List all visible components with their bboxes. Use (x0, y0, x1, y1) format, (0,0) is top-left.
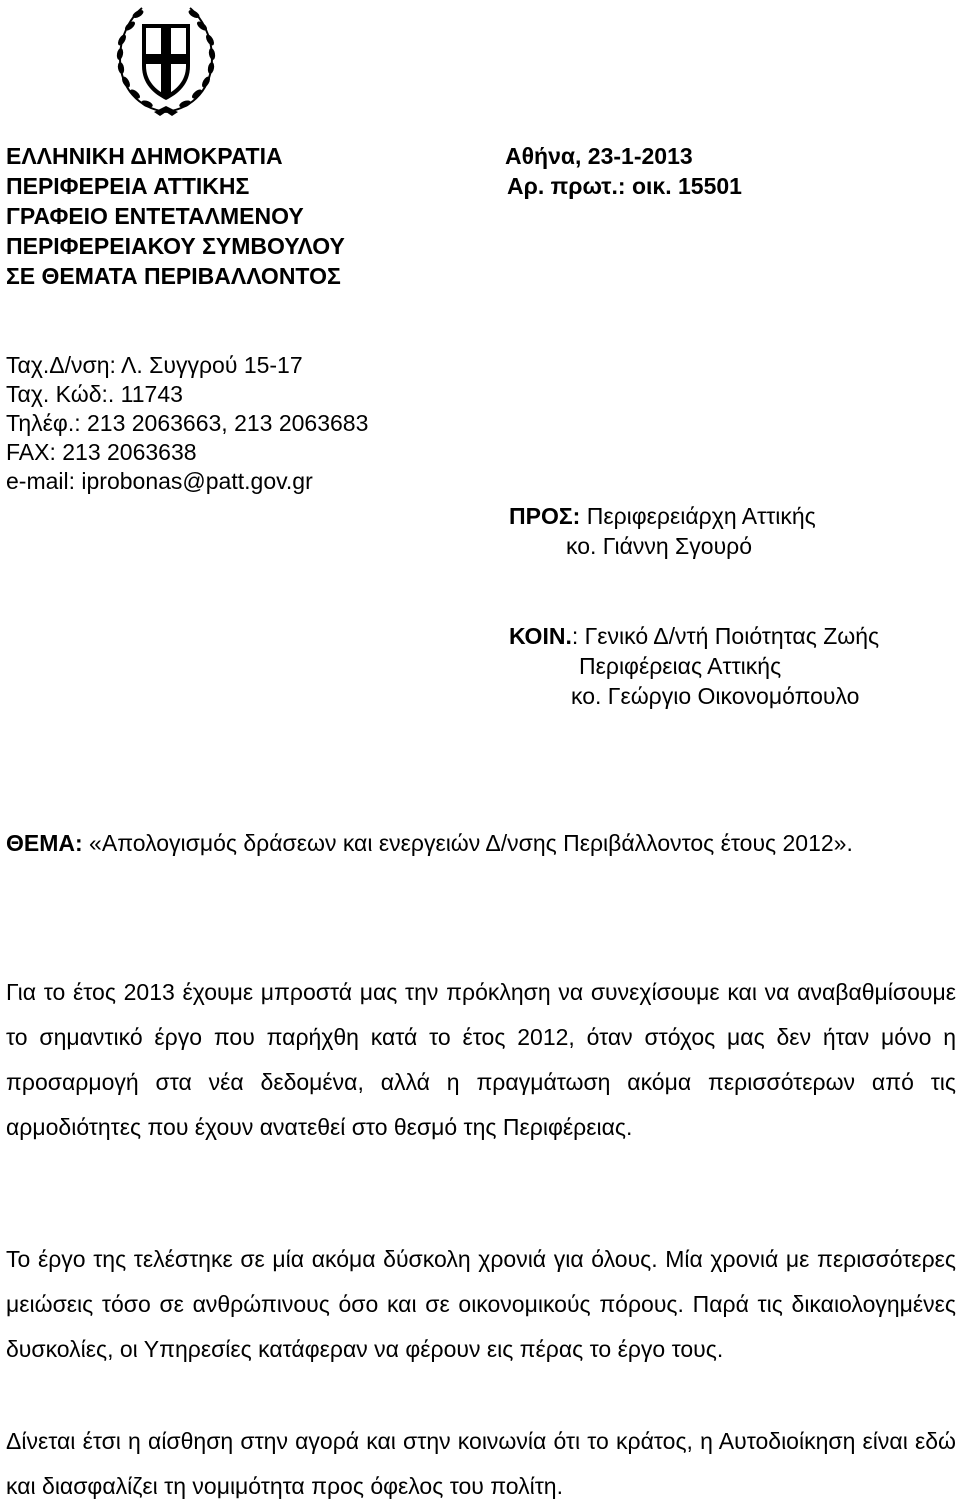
subject-line (6, 828, 956, 858)
issuer-line: ΕΛΛΗΝΙΚΗ ΔΗΜΟΚΡΑΤΙΑ (6, 143, 283, 169)
contact-fax: FAX: 213 2063638 (6, 439, 197, 465)
cc-line-1: : Γενικό Δ/ντή Ποιότητας Ζωής (571, 623, 880, 649)
recipient-to-block (509, 501, 816, 561)
contact-email: e-mail: iprobonas@patt.gov.gr (6, 468, 313, 494)
cc-line-3: κο. Γεώργιο Οικονομόπουλο (571, 683, 860, 709)
contact-block (6, 351, 368, 496)
body-paragraph-3: Δίνεται έτσι η αίσθηση στην αγορά και στην κοινωνία ότι το κράτος, η Αυτοδιοίκηση είναι εδώ και διασφαλίζει τη νομιμότητα προς όφελος του πολίτη. (6, 1428, 956, 1499)
body-paragraph-1: Για το έτος 2013 έχουμε μπροστά μας την πρόκληση να συνεχίσουμε και να αναβαθμίσουμε το σημαντικό έργο που παρήχθη κατά το έτος 2012, όταν στόχος μας δεν ήταν μόνο η προσαρμογή στα νέα δεδομένα, αλλά η πραγμάτωση ακόμα περισσότερων από τις αρμοδιότητες που έχουν ανατεθεί στο θεσμό της Περιφέρειας. (6, 979, 956, 1140)
to-line-2: κο. Γιάννη Σγουρό (566, 533, 753, 559)
date-protocol-block (505, 141, 742, 201)
to-line-1: Περιφερειάρχη Αττικής (580, 503, 816, 529)
document-date: Αθήνα, 23-1-2013 (505, 143, 693, 169)
cc-label: ΚΟΙΝ. (509, 623, 572, 649)
body-paragraph-2: Το έργο της τελέστηκε σε μία ακόμα δύσκολη χρονιά για όλους. Μία χρονιά με περισσότερες μειώσεις τόσο σε ανθρώπινους όσο και σε οικονομικούς πόρους. Παρά τις δικαιολογημένες δυσκολίες, οι Υπηρεσίες κατάφεραν να φέρουν εις πέρας το έργο τους. (6, 1246, 956, 1362)
issuer-block (6, 141, 345, 291)
issuer-line: ΣΕ ΘΕΜΑΤΑ ΠΕΡΙΒΑΛΛΟΝΤΟΣ (6, 263, 341, 289)
contact-postal-code: Ταχ. Κώδ:. 11743 (6, 381, 183, 407)
issuer-line: ΠΕΡΙΦΕΡΕΙΑΚΟΥ ΣΥΜΒΟΥΛΟΥ (6, 233, 345, 259)
subject-text: «Απολογισμός δράσεων και ενεργειών Δ/νσης Περιβάλλοντος έτους 2012». (82, 830, 853, 856)
issuer-line: ΓΡΑΦΕΙΟ ΕΝΤΕΤΑΛΜΕΝΟΥ (6, 203, 304, 229)
protocol-number: Αρ. πρωτ.: οικ. 15501 (507, 173, 742, 199)
recipient-cc-block (509, 621, 879, 711)
greek-state-emblem-icon (108, 0, 224, 120)
contact-address: Ταχ.Δ/νση: Λ. Συγγρού 15-17 (6, 352, 303, 378)
issuer-line: ΠΕΡΙΦΕΡΕΙΑ ΑΤΤΙΚΗΣ (6, 173, 250, 199)
cc-line-2: Περιφέρειας Αττικής (579, 653, 782, 679)
subject-label: ΘΕΜΑ: (6, 830, 83, 856)
contact-phone: Τηλέφ.: 213 2063663, 213 2063683 (6, 410, 369, 436)
to-label: ΠΡΟΣ: (509, 503, 581, 529)
